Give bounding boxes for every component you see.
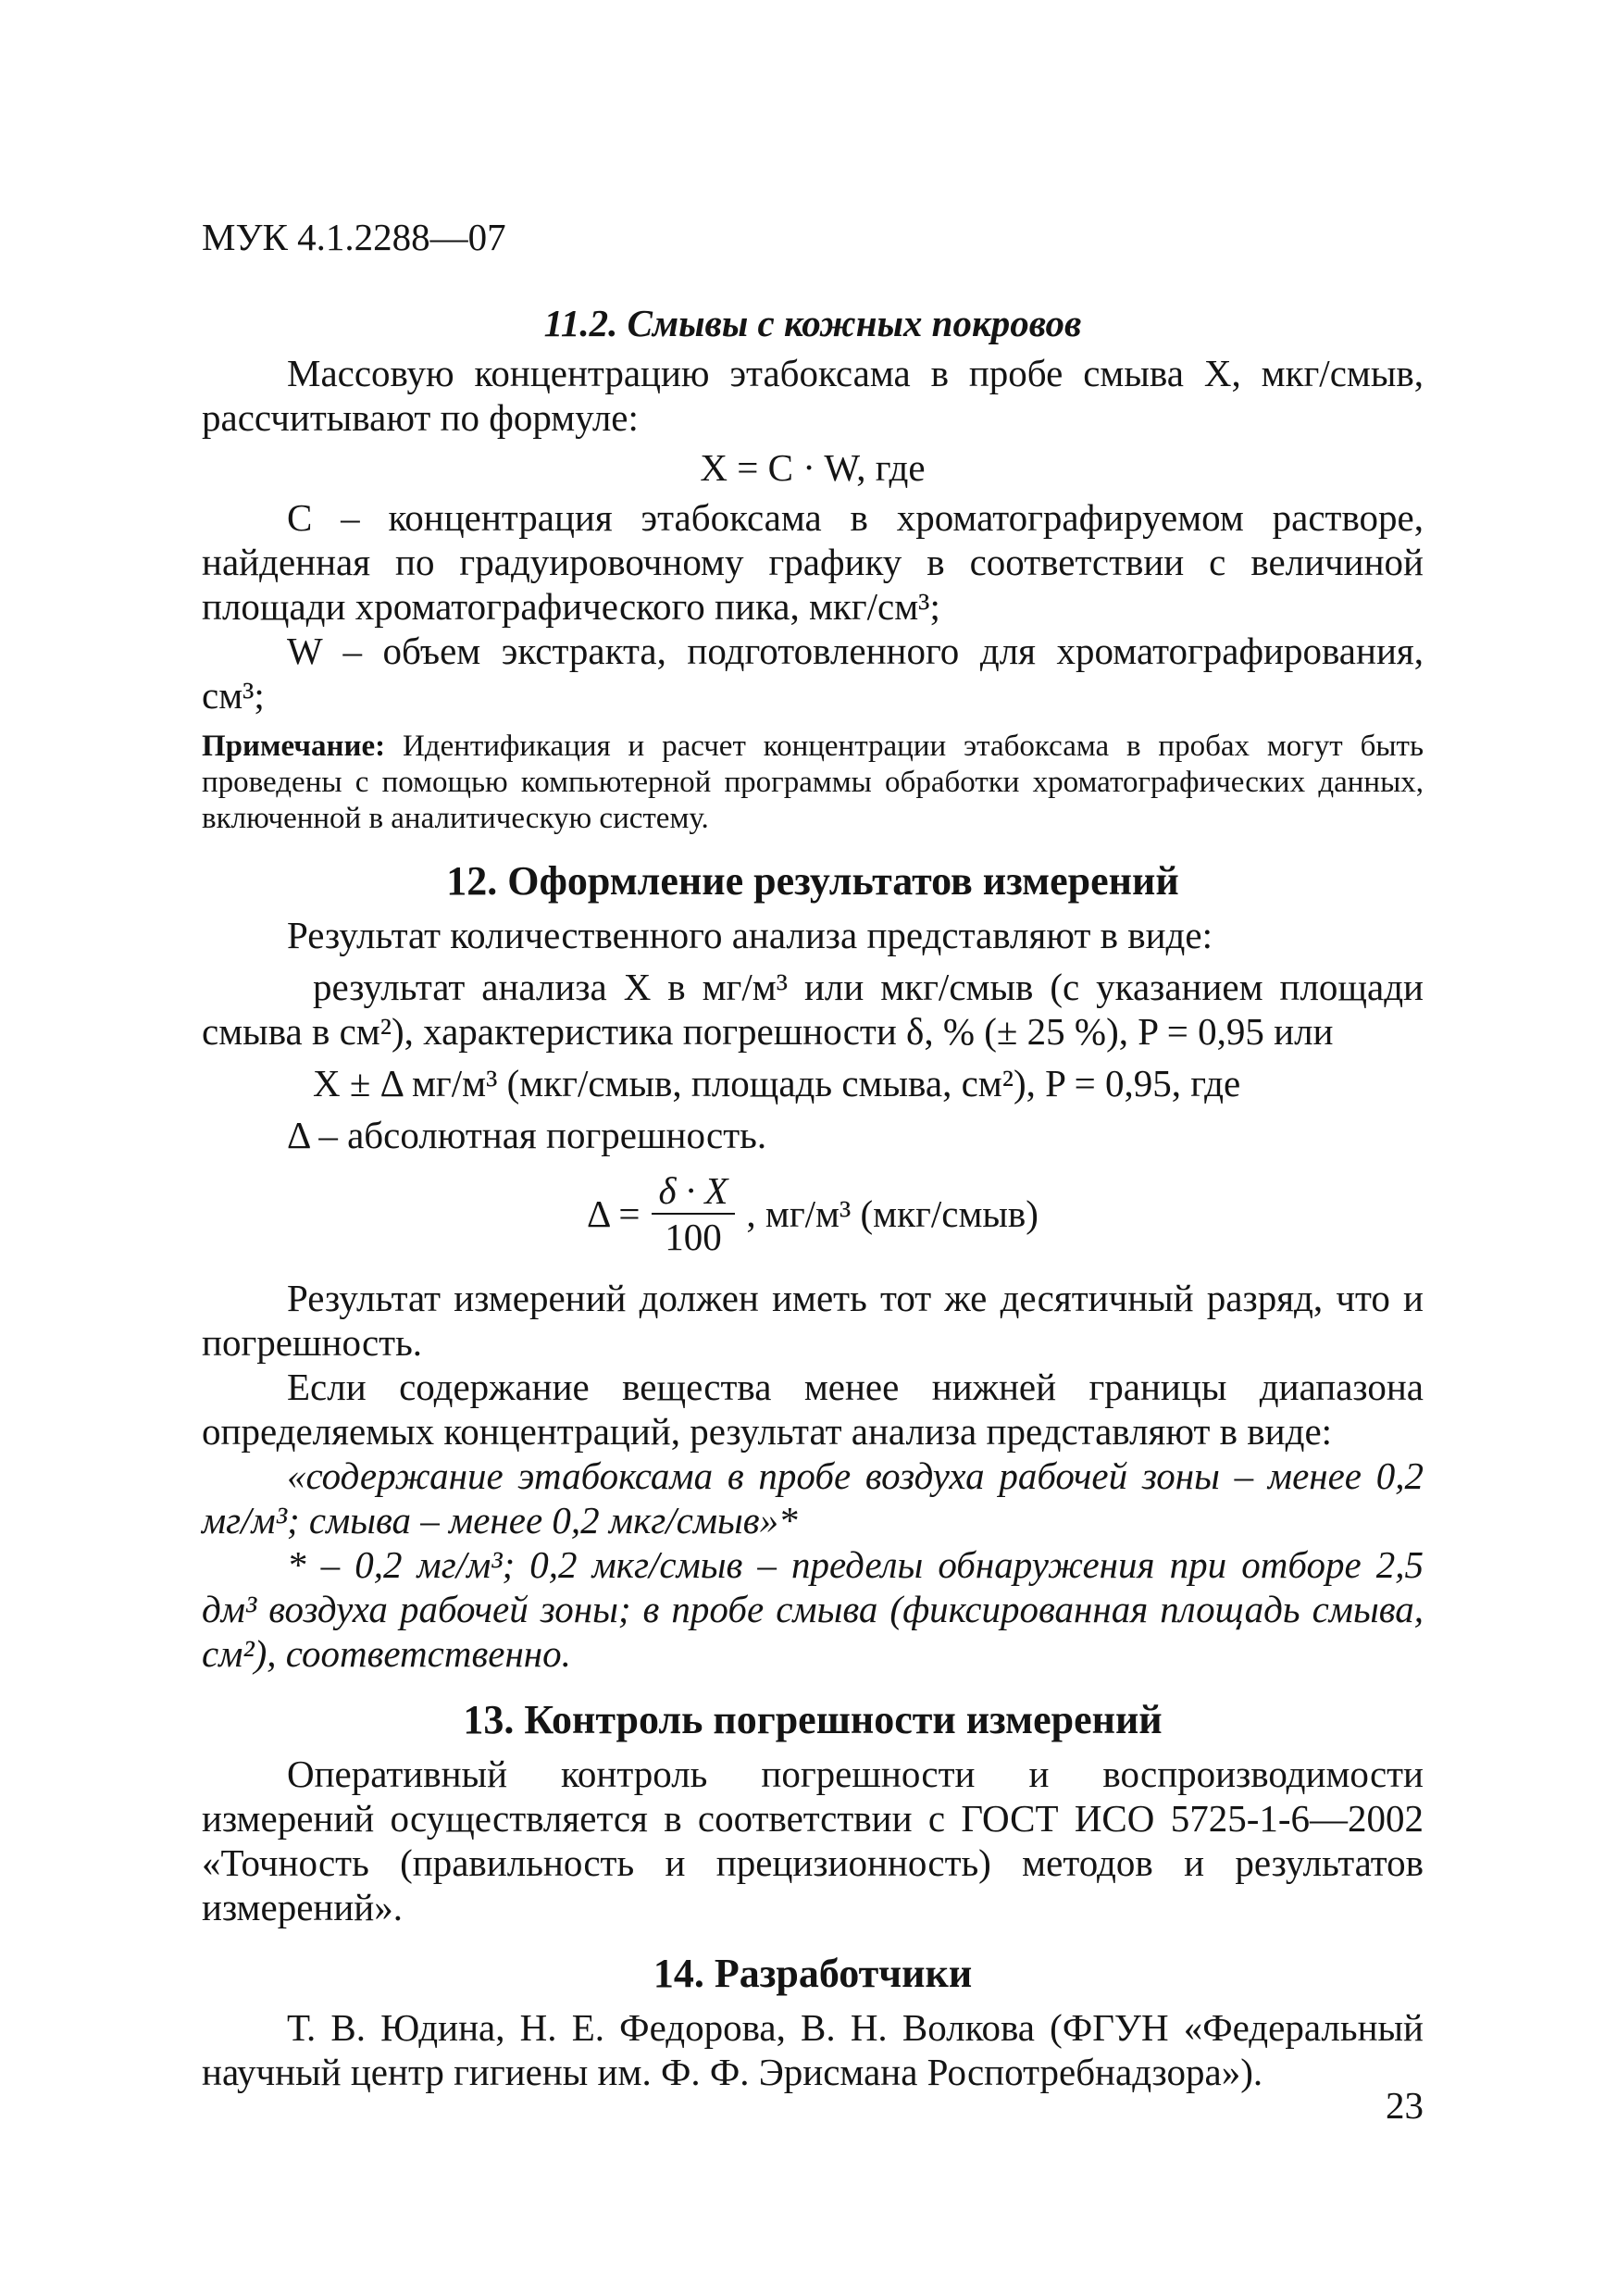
note-text: Идентификация и расчет концентрации этабоксама в пробах могут быть проведены с помощью компьютерной программы обработки хроматографических данных, включенной в аналитическую систему.: [202, 730, 1424, 835]
delta-fraction: [652, 1170, 736, 1257]
definition-w: W – объем экстракта, подготовленного для хроматографирования, см³;: [202, 630, 1424, 717]
formula-x: X = C · W, где: [700, 446, 926, 489]
section-12-p8: * – 0,2 мг/м³; 0,2 мкг/смыв – пределы обнаружения при отборе 2,5 дм³ воздуха рабочей зоны; в пробе смыва (фиксированная площадь смыва, см²), соответственно.: [202, 1543, 1424, 1675]
document-body: [202, 301, 1424, 2094]
delta-formula: [202, 1170, 1424, 1257]
section-12-heading: 12. Оформление результатов измерений: [446, 858, 1179, 904]
section-12-p6: Если содержание вещества менее нижней границы диапазона определяемых концентраций, результат анализа представляют в виде:: [202, 1366, 1424, 1453]
section-11-2-heading: 11.2. Смывы с кожных покровов: [543, 302, 1082, 344]
delta-formula-units: , мг/м³ (мкг/смыв): [746, 1192, 1039, 1235]
note: [202, 729, 1424, 837]
delta-fraction-denominator: 100: [665, 1216, 722, 1258]
section-12-p7: «содержание этабоксама в пробе воздуха рабочей зоны – менее 0,2 мг/м³; смыва – менее 0,2 мкг/смыв»*: [202, 1454, 1424, 1541]
section-13-p1: Оперативный контроль погрешности и воспроизводимости измерений осуществляется в соответствии с ГОСТ ИСО 5725-1-6—2002 «Точность (правильность и прецизионность) методов и результатов измерений».: [202, 1753, 1424, 1928]
section-14-heading: 14. Разработчики: [653, 1951, 973, 1996]
note-label: Примечание:: [202, 730, 386, 763]
section-13-heading: 13. Контроль погрешности измерений: [463, 1697, 1163, 1742]
section-11-2-intro: Массовую концентрацию этабоксама в пробе смыва X, мкг/смыв, рассчитывают по формуле:: [202, 352, 1424, 439]
delta-fraction-numerator: δ · X: [652, 1170, 736, 1215]
delta-formula-lhs: Δ =: [587, 1192, 641, 1235]
section-12-p5: Результат измерений должен иметь тот же десятичный разряд, что и погрешность.: [202, 1277, 1424, 1364]
section-12-p3: X ± Δ мг/м³ (мкг/смыв, площадь смыва, см²), P = 0,95, где: [313, 1062, 1241, 1104]
section-14-p1: Т. В. Юдина, Н. Е. Федорова, В. Н. Волкова (ФГУН «Федеральный научный центр гигиены им. Ф. Ф. Эрисмана Роспотребнадзора»).: [202, 2006, 1424, 2093]
page-number: 23: [1386, 2084, 1424, 2127]
section-12-p2: результат анализа X в мг/м³ или мкг/смыв (с указанием площади смыва в см²), характеристика погрешности δ, % (± 25 %), P = 0,95 или: [202, 966, 1424, 1053]
document-page: [202, 0, 1424, 2296]
section-12-p1: Результат количественного анализа представляют в виде:: [287, 914, 1213, 956]
definition-c: C – концентрация этабоксама в хроматографируемом растворе, найденная по градуировочному графику в соответствии с величиной площади хроматографического пика, мкг/см³;: [202, 496, 1424, 628]
section-12-p4: Δ – абсолютная погрешность.: [287, 1114, 767, 1156]
result-format-block: [202, 1454, 1424, 1676]
document-header: МУК 4.1.2288—07: [202, 216, 506, 258]
